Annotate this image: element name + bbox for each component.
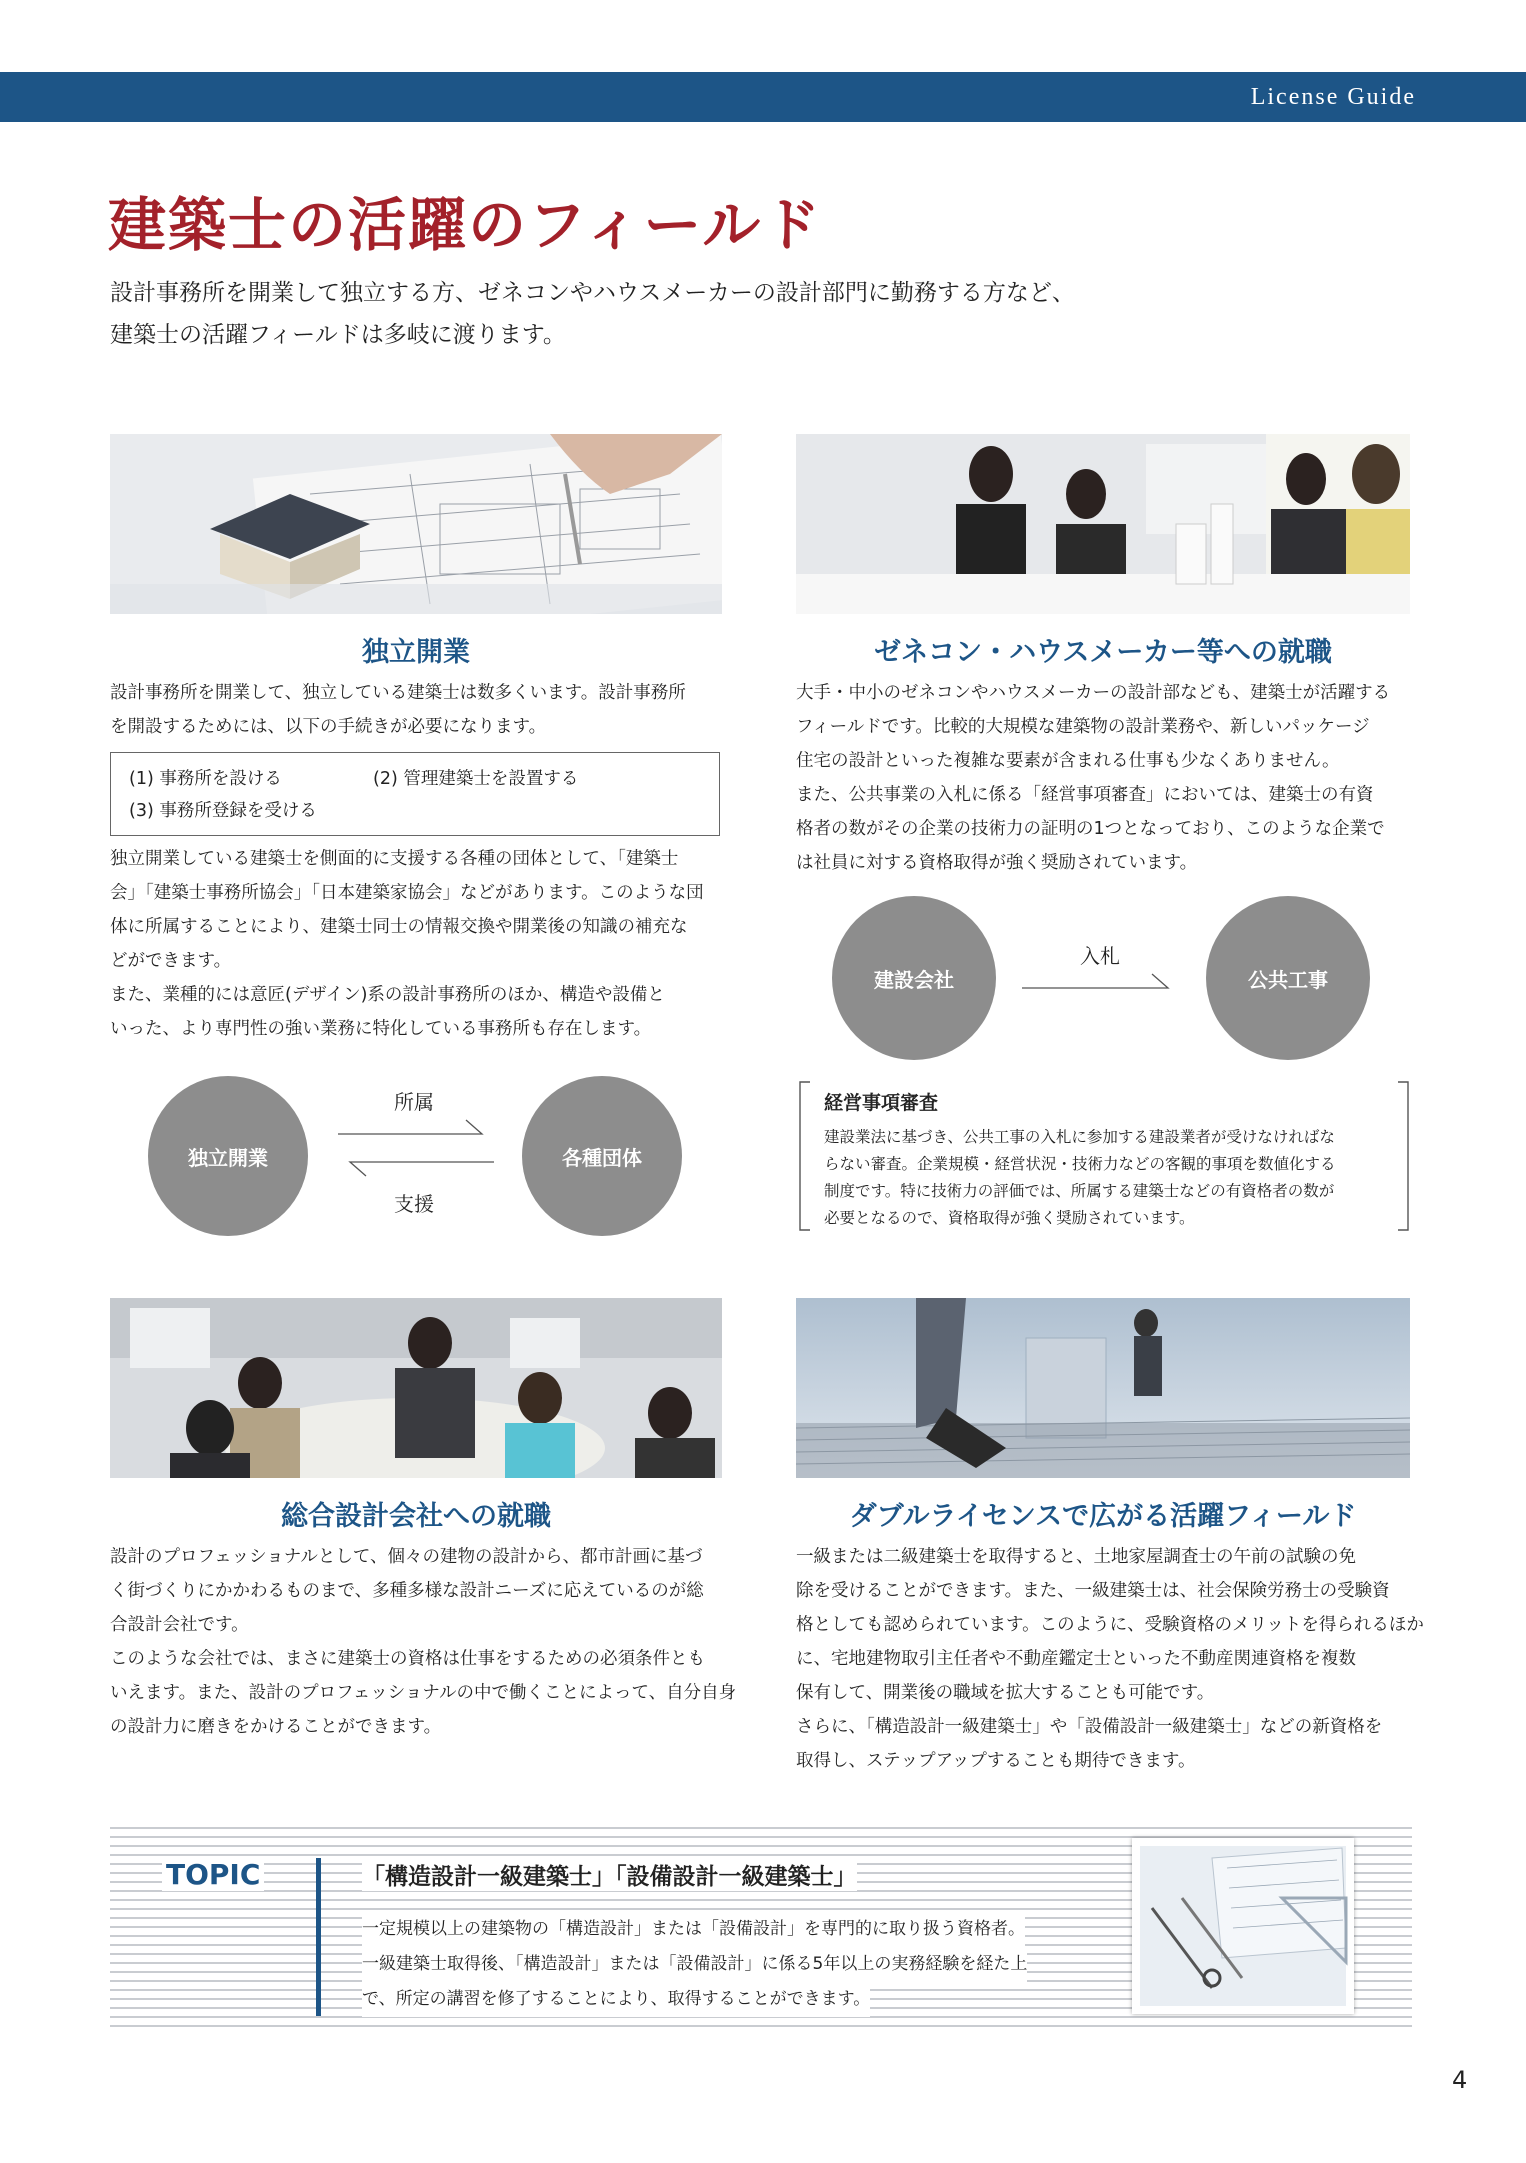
text-line: に、宅地建物取引主任者や不動産鑑定士といった不動産関連資格を複数	[796, 1649, 1356, 1669]
text-line: で、所定の講習を修了することにより、取得することができます。	[362, 1982, 870, 2017]
text-line: 格としても認められています。このように、受験資格のメリットを得られるほか	[796, 1615, 1424, 1635]
text-line: フィールドです。比較的大規模な建築物の設計業務や、新しいパッケージ	[796, 717, 1370, 737]
arrow-right-icon	[1020, 966, 1180, 996]
arrow-label-support: 支援	[394, 1192, 434, 1216]
text-line: このような会社では、まさに建築士の資格は仕事をするための必須条件とも	[110, 1649, 705, 1669]
guide-label: License Guide	[1250, 84, 1416, 110]
blueprint-photo	[110, 434, 722, 614]
circle-independent: 独立開業	[148, 1076, 308, 1236]
section-title-design-firm: 総合設計会社への就職	[281, 1501, 551, 1532]
procedure-steps-box	[110, 752, 720, 836]
text-line: いえます。また、設計のプロフェッショナルの中で働くことによって、自分自身	[110, 1683, 737, 1703]
text-line: は社員に対する資格取得が強く奨励されています。	[796, 853, 1198, 873]
office-meeting-photo	[796, 434, 1410, 614]
text-line: 大手・中小のゼネコンやハウスメーカーの設計部なども、建築士が活躍する	[796, 683, 1391, 703]
text-line: いった、より専門性の強い業務に特化している事務所も存在します。	[110, 1019, 652, 1039]
section-title-contractor: ゼネコン・ハウスメーカー等への就職	[874, 637, 1332, 668]
topic-title: 「構造設計一級建築士」「設備設計一級建築士」	[362, 1858, 857, 1891]
topic-divider	[316, 1858, 321, 2016]
stairs-runner-photo	[796, 1298, 1410, 1478]
text-line: 体に所属することにより、建築士同士の情報交換や開業後の知識の補充な	[110, 917, 688, 937]
circle-construction-company: 建設会社	[832, 896, 996, 1060]
management-review-note	[798, 1080, 1410, 1232]
circle-public-works: 公共工事	[1206, 896, 1370, 1060]
independent-body	[110, 842, 722, 1046]
circle-organizations: 各種団体	[522, 1076, 682, 1236]
text-line: 独立開業している建築士を側面的に支援する各種の団体として、「建築士	[110, 849, 679, 869]
section-title-double-license: ダブルライセンスで広がる活躍フィールド	[849, 1501, 1357, 1532]
page-title: 建築士の活躍のフィールド	[108, 191, 823, 259]
text-line: 必要となるので、資格取得が強く奨励されています。	[824, 1209, 1195, 1227]
note-text	[824, 1124, 1336, 1232]
text-line: く街づくりにかかわるものまで、多種多様な設計ニーズに応えているのが総	[110, 1581, 704, 1601]
step-3: (3) 事務所登録を受ける	[129, 801, 317, 821]
text-line: らない審査。企業規模・経営状況・技術力などの客観的事項を数値化する	[824, 1155, 1336, 1173]
text-line: 住宅の設計といった複雑な要素が含まれる仕事も少なくありません。	[796, 751, 1340, 771]
text-line: 設計事務所を開業して、独立している建築士は数多くいます。設計事務所	[110, 683, 686, 703]
text-line: 一級または二級建築士を取得すると、土地家屋調査士の午前の試験の免	[796, 1547, 1356, 1567]
intro-line: 設計事務所を開業して独立する方、ゼネコンやハウスメーカーの設計部門に勤務する方など、	[110, 280, 1075, 306]
text-line: さらに、「構造設計一級建築士」や「設備設計一級建築士」などの新資格を	[796, 1717, 1383, 1737]
intro-text	[110, 272, 1410, 356]
note-title: 経営事項審査	[824, 1092, 939, 1114]
design-firm-body	[110, 1540, 737, 1744]
text-line: 建設業法に基づき、公共工事の入札に参加する建設業者が受けなければな	[824, 1128, 1335, 1146]
text-line: 設計のプロフェッショナルとして、個々の建物の設計から、都市計画に基づ	[110, 1547, 703, 1567]
page-number: 4	[1452, 2066, 1468, 2094]
double-license-body	[796, 1540, 1424, 1778]
text-line: 除を受けることができます。また、一級建築士は、社会保険労務士の受験資	[796, 1581, 1390, 1601]
text-line: また、公共事業の入札に係る「経営事項審査」においては、建築士の有資	[796, 785, 1374, 805]
text-line: 合設計会社です。	[110, 1615, 249, 1635]
design-team-photo	[110, 1298, 722, 1478]
intro-line: 建築士の活躍フィールドは多岐に渡ります。	[110, 322, 566, 348]
text-line: を開設するためには、以下の手続きが必要になります。	[110, 717, 547, 737]
text-line: 一定規模以上の建築物の「構造設計」または「設備設計」を専門的に取り扱う資格者。	[362, 1912, 1025, 1947]
step-2: (2) 管理建築士を設置する	[373, 769, 579, 789]
contractor-body	[796, 676, 1410, 880]
header-bar	[0, 72, 1526, 122]
text-line: 一級建築士取得後、「構造設計」または「設備設計」に係る5年以上の実務経験を経た上	[362, 1947, 1027, 1982]
text-line: 会」「建築士事務所協会」「日本建築家協会」などがあります。このような団	[110, 883, 704, 903]
arrow-pair-icon	[336, 1110, 496, 1190]
text-line: 格者の数がその企業の技術力の証明の1つとなっており、このような企業で	[796, 819, 1385, 839]
independent-lead	[110, 676, 722, 744]
text-line: 取得し、ステップアップすることも期待できます。	[796, 1751, 1196, 1771]
text-line: 保有して、開業後の職域を拡大することも可能です。	[796, 1683, 1215, 1703]
arrow-label-affiliation: 所属	[394, 1090, 434, 1114]
text-line: どができます。	[110, 951, 232, 971]
section-title-independent: 独立開業	[362, 637, 470, 668]
topic-label: TOPIC	[162, 1858, 264, 1891]
text-line: の設計力に磨きをかけることができます。	[110, 1717, 442, 1737]
text-line: また、業種的には意匠(デザイン)系の設計事務所のほか、構造や設備と	[110, 985, 665, 1005]
text-line: 制度です。特に技術力の評価では、所属する建築士などの有資格者の数が	[824, 1182, 1335, 1200]
arrow-label-bidding: 入札	[1080, 944, 1120, 968]
topic-text	[362, 1912, 1027, 2017]
topic-panel	[110, 1820, 1412, 2032]
step-1: (1) 事務所を設ける	[129, 769, 282, 789]
drafting-tools-photo	[1132, 1838, 1354, 2014]
